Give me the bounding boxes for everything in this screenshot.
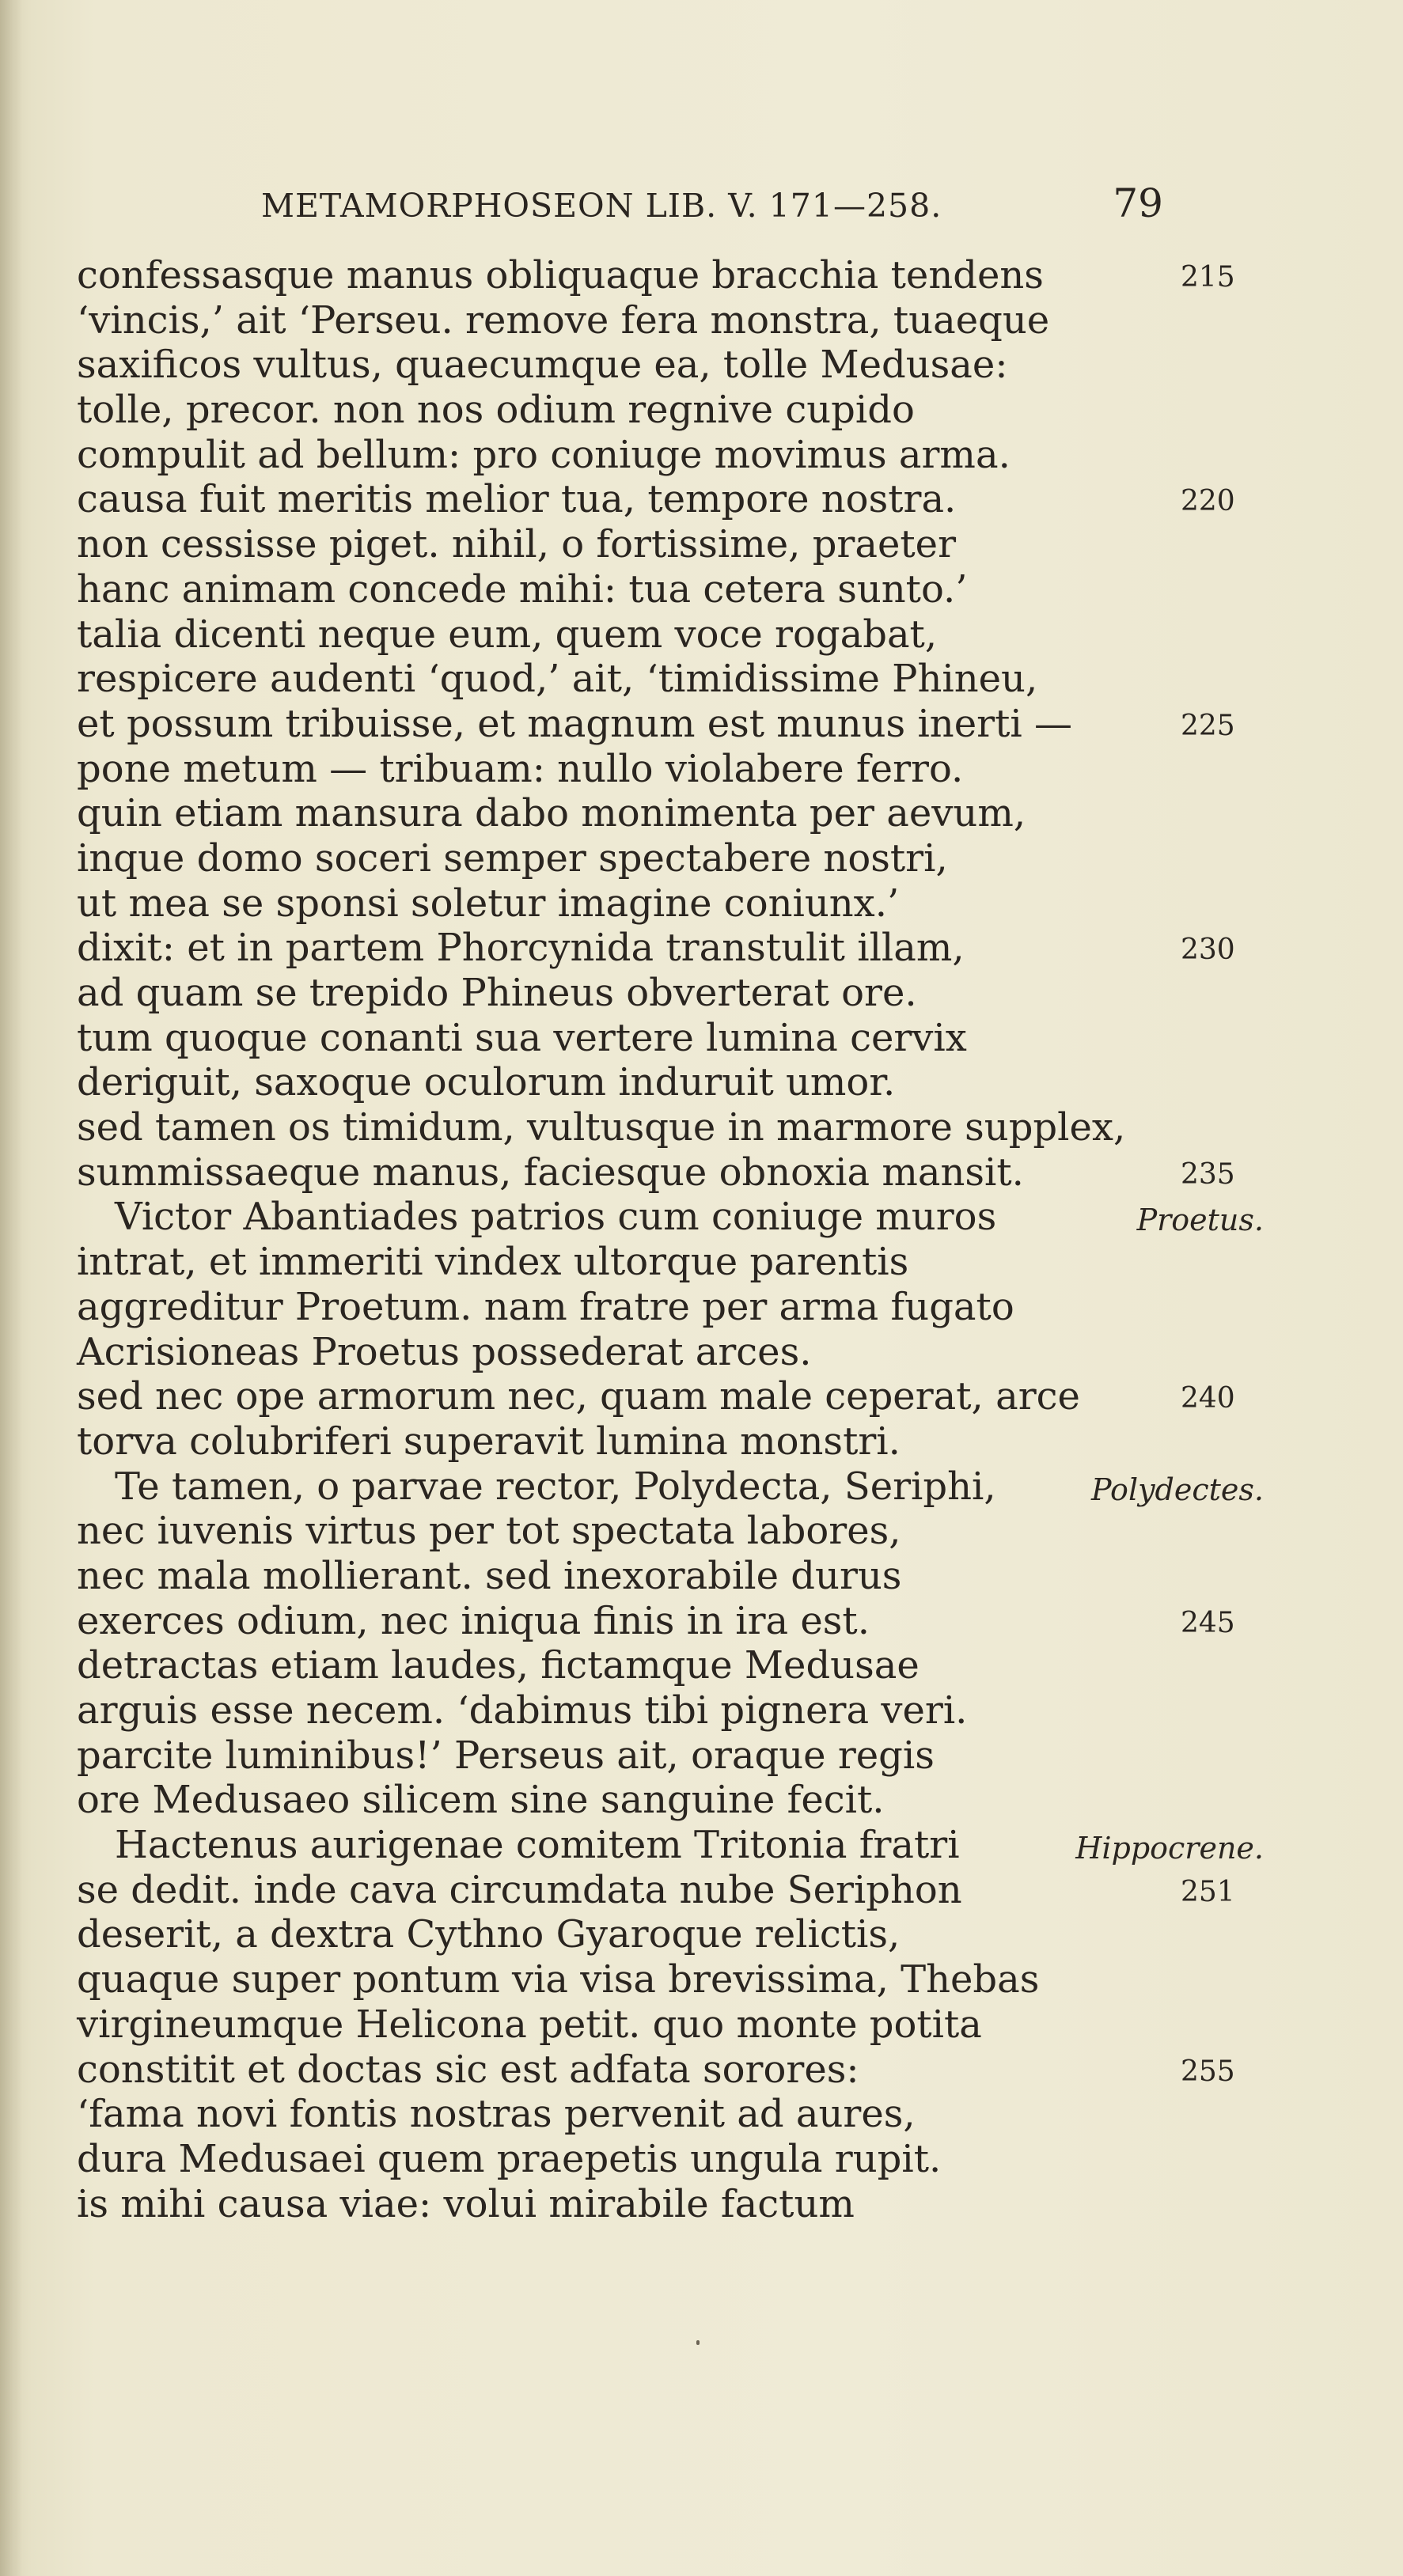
- line-number: 255: [1181, 2055, 1235, 2088]
- verse-line: [77, 1957, 1248, 2002]
- verse-line-text: deserit, a dextra Cythno Gyaroque relictis,: [77, 1912, 901, 1957]
- verse-line: [77, 1643, 1248, 1688]
- verse-line-text: inque domo soceri semper spectabere nostri,: [77, 835, 948, 881]
- verse-line: [77, 1240, 1248, 1285]
- verse-line: [77, 1105, 1248, 1150]
- verse-line-text: ore Medusaeo silicem sine sanguine fecit.: [77, 1778, 885, 1823]
- line-number: 240: [1181, 1382, 1235, 1415]
- verse-line-text: sed nec ope armorum nec, quam male ceperat, arce: [77, 1374, 1080, 1419]
- verse-line-text: et possum tribuisse, et magnum est munus inerti —: [77, 701, 1072, 746]
- verse-line: [77, 388, 1248, 433]
- verse-line-text: quaque super pontum via visa brevissima, Thebas: [77, 1957, 1040, 2002]
- verse-line-text: ‘fama novi fontis nostras pervenit ad aures,: [77, 2092, 916, 2137]
- verse-line-text: non cessisse piget. nihil, o fortissime, praeter: [77, 522, 957, 567]
- verse-line: [77, 791, 1248, 836]
- verse-line-text: pone metum — tribuam: nullo violabere ferro.: [77, 746, 964, 791]
- verse-line: [77, 1823, 1264, 1868]
- running-header: [261, 180, 1163, 236]
- verse-line: [77, 657, 1248, 702]
- line-number: 220: [1181, 485, 1235, 518]
- verse-line: [77, 522, 1248, 567]
- verse-line-text: deriguit, saxoque oculorum induruit umor.: [77, 1060, 896, 1105]
- verse-line-text: is mihi causa viae: volui mirabile factum: [77, 2181, 855, 2226]
- verse-line-text: virgineumque Helicona petit. quo monte potita: [77, 2002, 982, 2047]
- verse-line-text: talia dicenti neque eum, quem voce rogabat,: [77, 612, 938, 657]
- verse-line: [77, 1733, 1248, 1779]
- verse-line-text: nec mala mollierant. sed inexorabile durus: [77, 1553, 902, 1598]
- verse-line: [77, 1195, 1264, 1240]
- verse-text: [77, 253, 1264, 2226]
- verse-line-text: saxificos vultus, quaecumque ea, tolle Medusae:: [77, 343, 1008, 388]
- verse-line: [77, 1554, 1248, 1599]
- verse-line: [77, 1599, 1248, 1644]
- verse-line: [77, 433, 1248, 478]
- verse-line-text: nec iuvenis virtus per tot spectata labores,: [77, 1509, 901, 1554]
- verse-line: [77, 477, 1248, 522]
- verse-line: [77, 2002, 1248, 2048]
- verse-line-text: exerces odium, nec iniqua finis in ira est.: [77, 1598, 870, 1643]
- verse-line: [77, 1060, 1248, 1105]
- line-number: 225: [1181, 709, 1235, 742]
- verse-line-text: dixit: et in partem Phorcynida transtulit illam,: [77, 926, 965, 971]
- verse-line-text: hanc animam concede mihi: tua cetera sunto.’: [77, 566, 968, 612]
- verse-line: [77, 1912, 1248, 1957]
- verse-line-text: detractas etiam laudes, fictamque Medusae: [77, 1643, 920, 1688]
- verse-line: [77, 1150, 1248, 1195]
- verse-line-text: Acrisioneas Proetus possederat arces.: [77, 1329, 812, 1374]
- verse-line-text: se dedit. inde cava circumdata nube Seriphon: [77, 1867, 962, 1912]
- line-number: 215: [1181, 261, 1235, 294]
- verse-line-text: dura Medusaei quem praepetis ungula rupit.: [77, 2136, 942, 2181]
- verse-line: [77, 1509, 1248, 1554]
- verse-line: [77, 702, 1248, 747]
- verse-line-text: sed tamen os timidum, vultusque in marmore supplex,: [77, 1105, 1126, 1150]
- verse-line-text: tum quoque conanti sua vertere lumina cervix: [77, 1015, 967, 1060]
- verse-line: [77, 567, 1248, 612]
- verse-line: [77, 971, 1248, 1016]
- line-number: 251: [1181, 1875, 1235, 1908]
- verse-line: [77, 1016, 1248, 1061]
- verse-line-text: confessasque manus obliquaque bracchia tendens: [77, 253, 1044, 297]
- verse-line: [77, 881, 1248, 926]
- verse-line: [77, 836, 1248, 881]
- verse-line-text: tolle, precor. non nos odium regnive cupido: [77, 388, 915, 433]
- marginal-note: Hippocrene.: [1075, 1831, 1264, 1866]
- marginal-note: Polydectes.: [1091, 1472, 1264, 1507]
- verse-line: [77, 926, 1248, 971]
- verse-line-text: ‘vincis,’ ait ‘Perseu. remove fera monstra, tuaeque: [77, 297, 1050, 343]
- verse-line-text: ad quam se trepido Phineus obverterat ore.: [77, 971, 917, 1015]
- page-spine-shadow: [0, 0, 22, 2576]
- verse-line: [77, 1464, 1264, 1510]
- verse-line: [77, 747, 1248, 792]
- verse-line-text: arguis esse necem. ‘dabimus tibi pignera veri.: [77, 1688, 968, 1733]
- marginal-note: Proetus.: [1136, 1203, 1264, 1238]
- verse-line-text: aggreditur Proetum. nam fratre per arma fugato: [77, 1284, 1014, 1329]
- verse-line-text: Hactenus aurigenae comitem Tritonia fratri: [115, 1823, 960, 1868]
- verse-line-text: constitit et doctas sic est adfata sorores:: [77, 2047, 859, 2092]
- verse-line: [77, 343, 1248, 388]
- verse-line: [77, 253, 1248, 298]
- verse-line-text: torva colubriferi superavit lumina monstri.: [77, 1419, 901, 1464]
- verse-line: [77, 1285, 1248, 1330]
- page-number: 79: [1113, 180, 1163, 226]
- verse-line: [77, 1330, 1248, 1375]
- verse-line: [77, 2092, 1248, 2137]
- verse-line: [77, 1778, 1248, 1823]
- verse-line-text: compulit ad bellum: pro coniuge movimus arma.: [77, 432, 1011, 477]
- verse-line-text: intrat, et immeriti vindex ultorque parentis: [77, 1240, 909, 1285]
- verse-line-text: Te tamen, o parvae rector, Polydecta, Seriphi,: [115, 1464, 996, 1509]
- verse-line-text: ut mea se sponsi soletur imagine coniunx.’: [77, 881, 900, 926]
- verse-line-text: summissaeque manus, faciesque obnoxia mansit.: [77, 1150, 1024, 1195]
- verse-line: [77, 1868, 1248, 1913]
- verse-line-text: quin etiam mansura dabo monimenta per aevum,: [77, 791, 1026, 836]
- verse-line-text: respicere audenti ‘quod,’ ait, ‘timidissime Phineu,: [77, 657, 1038, 702]
- line-number: 235: [1181, 1157, 1235, 1191]
- verse-line: [77, 612, 1248, 657]
- verse-line-text: Victor Abantiades patrios cum coniuge muros: [115, 1195, 997, 1240]
- running-title: METAMORPHOSEON LIB. V. 171—258.: [261, 187, 942, 225]
- verse-line-text: parcite luminibus!’ Perseus ait, oraque regis: [77, 1733, 935, 1778]
- ink-speck: [696, 2340, 700, 2345]
- verse-line: [77, 2048, 1248, 2093]
- line-number: 245: [1181, 1606, 1235, 1639]
- verse-line: [77, 1374, 1248, 1419]
- verse-line: [77, 2182, 1248, 2227]
- verse-line: [77, 298, 1248, 343]
- verse-line: [77, 2137, 1248, 2182]
- verse-line: [77, 1419, 1248, 1464]
- verse-line-text: causa fuit meritis melior tua, tempore nostra.: [77, 477, 957, 522]
- verse-line: [77, 1688, 1248, 1733]
- line-number: 230: [1181, 934, 1235, 967]
